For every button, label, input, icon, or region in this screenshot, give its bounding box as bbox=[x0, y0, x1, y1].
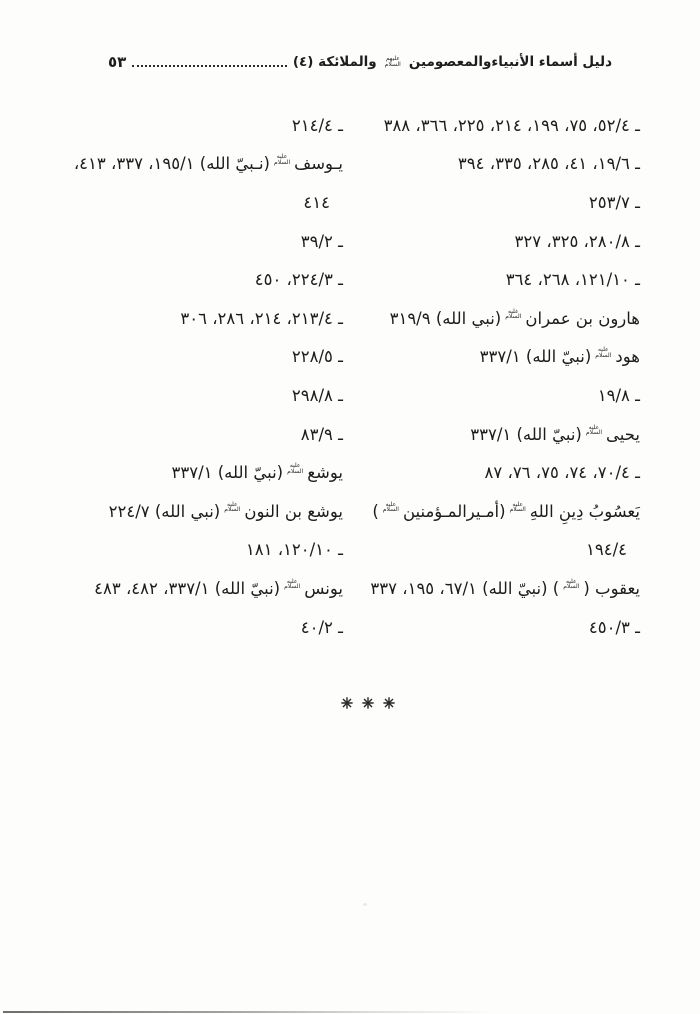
entry-text: يوشع bbox=[307, 463, 343, 483]
entry-text: يحيى bbox=[606, 424, 640, 444]
entry-text: ـ ٤٠/٢ bbox=[300, 617, 343, 637]
index-entry-line bbox=[60, 492, 343, 531]
asterisk-icon bbox=[341, 697, 353, 709]
index-entry-line bbox=[357, 492, 640, 531]
index-entry-line bbox=[60, 299, 343, 338]
scan-edge-artifact bbox=[3, 1011, 493, 1013]
index-entry-line bbox=[60, 183, 343, 222]
honorific-mark: عليه السلام bbox=[595, 346, 612, 359]
index-entry-line bbox=[357, 145, 640, 184]
entry-text: ـ ٢١٣/٤، ٢١٤، ٢٨٦، ٣٠٦ bbox=[180, 308, 343, 328]
index-entry-line bbox=[357, 338, 640, 377]
entry-text: ـ ٥٢/٤، ٧٥، ١٩٩، ٢١٤، ٢٢٥، ٣٦٦، ٣٨٨ bbox=[383, 115, 640, 135]
asterisk-icon bbox=[362, 697, 374, 709]
entry-text: ١٩٤/٤ bbox=[585, 540, 627, 560]
honorific-mark: عليه السلام bbox=[563, 577, 580, 591]
entry-text: ـ ٧٠/٤، ٧٤، ٧٥، ٧٦، ٨٧ bbox=[484, 463, 640, 483]
entry-text: ـ ١٩/٨ bbox=[597, 385, 640, 405]
index-entry-line bbox=[60, 569, 343, 608]
page-number: ٥٣ bbox=[108, 53, 127, 71]
index-entry-line bbox=[60, 338, 343, 377]
index-column-left bbox=[60, 106, 343, 646]
entry-text: ـ ١٢٠/١٠، ١٨١ bbox=[245, 540, 343, 560]
footer-ornament bbox=[18, 697, 700, 709]
entry-text: ـ ١٩/٦، ٤١، ٢٨٥، ٣٣٥، ٣٩٤ bbox=[457, 154, 640, 174]
header-title-text: دليل أسماء الأنبياءوالمعصومين bbox=[408, 53, 612, 70]
header-honorific-slot bbox=[381, 52, 405, 71]
honorific-mark: عليه السلام bbox=[287, 462, 304, 475]
entry-text: (نبيّ الله) ٣٣٧/١ bbox=[470, 424, 582, 444]
entry-text: (نـبيّ الله) ١٩٥/١، ٣٣٧، ٤١٣، bbox=[73, 154, 270, 174]
entry-text: ) bbox=[372, 501, 379, 521]
index-entry-line bbox=[357, 260, 640, 299]
header-title bbox=[293, 52, 612, 71]
header-title-suffix: والملائكة (٤) bbox=[292, 53, 377, 70]
entry-text: هارون بن عمران bbox=[525, 308, 640, 328]
index-entry-line bbox=[60, 260, 343, 299]
index-entry-line bbox=[60, 106, 343, 145]
honorific-mark: عليه السلام bbox=[509, 500, 526, 514]
index-entry-line bbox=[357, 608, 640, 647]
index-entry-line bbox=[60, 608, 343, 647]
scan-speck-artifact bbox=[363, 903, 367, 906]
entry-text: ـ ١٢١/١٠، ٢٦٨، ٣٦٤ bbox=[505, 270, 640, 290]
entry-text: ـ ٨٣/٩ bbox=[300, 424, 343, 444]
index-entry-line bbox=[60, 145, 343, 184]
entry-text: يونس bbox=[304, 578, 343, 598]
index-entry-line bbox=[357, 183, 640, 222]
entry-text: (نبيّ الله) ٣٣٧/١، ٤٨٢، ٤٨٣ bbox=[94, 578, 281, 598]
entry-text: يَعسُوبُ دِينِ اللهِ bbox=[529, 501, 640, 521]
entry-text: يعقوب ( bbox=[583, 578, 640, 598]
index-entry-line bbox=[357, 569, 640, 608]
index-entry-line bbox=[60, 531, 343, 570]
entry-text: (نبي الله) ٣١٩/٩ bbox=[389, 308, 502, 328]
entry-text: ـ ٢٩٨/٨ bbox=[291, 385, 343, 405]
index-columns bbox=[60, 106, 640, 646]
index-entry-line bbox=[357, 531, 640, 570]
entry-text: ـ ٢٢٤/٣، ٤٥٠ bbox=[254, 270, 343, 290]
index-column-right bbox=[357, 106, 640, 646]
index-entry-line bbox=[60, 222, 343, 261]
entry-text: ـ ٢٥٣/٧ bbox=[588, 192, 640, 212]
index-entry-line bbox=[357, 376, 640, 415]
entry-text: (نبيّ الله) ٣٣٧/١ bbox=[479, 347, 592, 367]
entry-text: ـ ٢١٤/٤ bbox=[291, 115, 343, 135]
dotted-leader bbox=[132, 65, 287, 67]
entry-text: (أمـيرالمـؤمنين bbox=[402, 501, 506, 521]
index-entry-line bbox=[357, 222, 640, 261]
index-entry-line bbox=[357, 415, 640, 454]
honorific-mark: عليه السلام bbox=[382, 500, 399, 514]
index-entry-line bbox=[357, 106, 640, 145]
honorific-mark: عليه السلام bbox=[273, 153, 291, 166]
entry-text: ـ ٢٢٨/٥ bbox=[291, 347, 343, 367]
asterisk-icon bbox=[383, 697, 395, 709]
honorific-mark: عليه السلام bbox=[284, 577, 301, 591]
honorific-mark: عليه السلام bbox=[224, 500, 241, 514]
entry-text: (نبي الله) ٢٢٤/٧ bbox=[108, 501, 221, 521]
entry-text: يـوسف bbox=[294, 154, 343, 174]
entry-text: ـ ٤٥٠/٣ bbox=[588, 617, 640, 637]
index-entry-line bbox=[357, 453, 640, 492]
page-header bbox=[108, 52, 612, 71]
entry-text: هود bbox=[615, 347, 640, 367]
index-entry-line bbox=[60, 415, 343, 454]
entry-text: يوشع بن النون bbox=[244, 501, 343, 521]
index-entry-line bbox=[60, 453, 343, 492]
entry-text: ) (نبيّ الله) ٦٧/١، ١٩٥، ٣٣٧ bbox=[370, 578, 560, 598]
honorific-mark: عليه السلام bbox=[505, 307, 522, 321]
entry-text: ـ ٢٨٠/٨، ٣٢٥، ٣٢٧ bbox=[514, 231, 640, 251]
index-entry-line bbox=[357, 299, 640, 338]
entry-text: (نبيّ الله) ٣٣٧/١ bbox=[171, 463, 284, 483]
index-entry-line bbox=[60, 376, 343, 415]
entry-text: ـ ٣٩/٢ bbox=[300, 231, 343, 251]
honorific-mark: عليهم السلام bbox=[384, 55, 401, 68]
honorific-mark: عليه السلام bbox=[585, 423, 603, 437]
entry-text: ٤١٤ bbox=[303, 192, 330, 212]
